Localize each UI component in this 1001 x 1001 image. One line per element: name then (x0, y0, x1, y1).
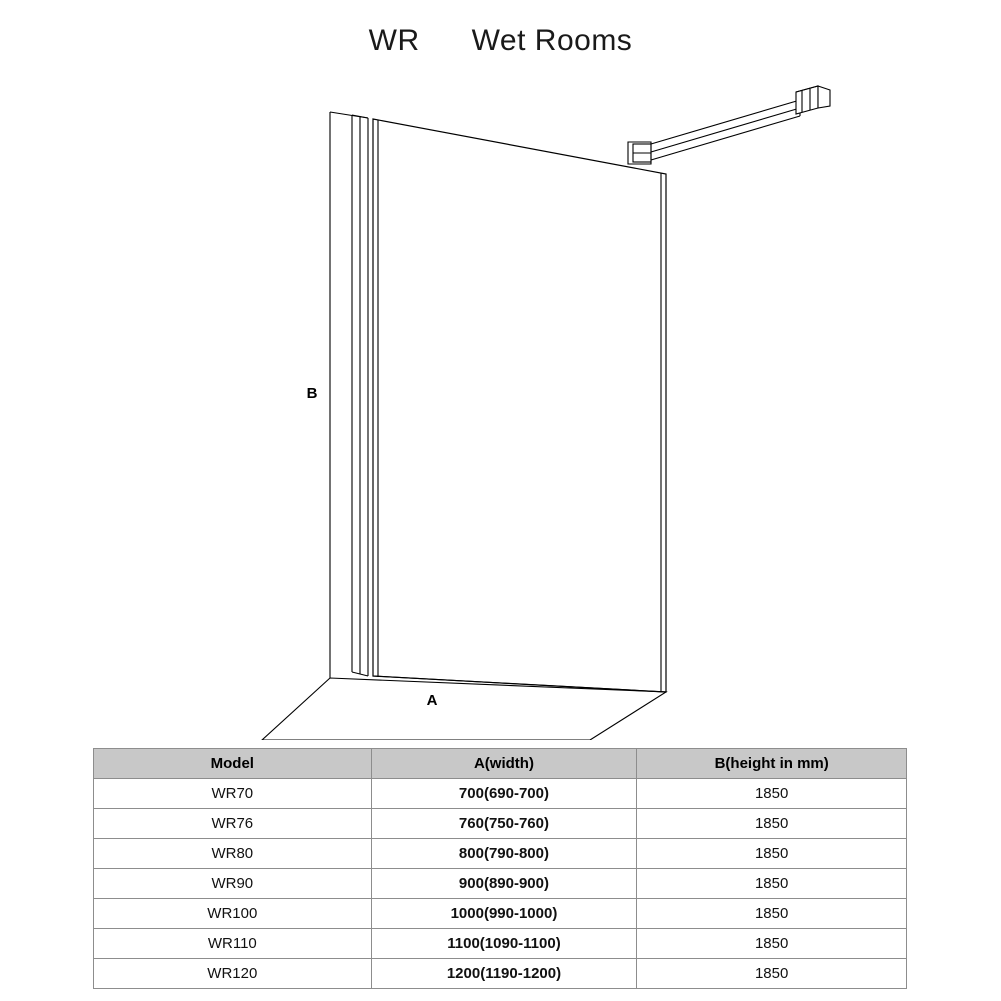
cell-model: WR110 (94, 929, 372, 959)
specification-table (93, 748, 907, 989)
cell-width: 900(890-900) (371, 869, 637, 899)
cell-width: 760(750-760) (371, 809, 637, 839)
cell-height: 1850 (637, 809, 907, 839)
table-row (94, 959, 907, 989)
cell-height: 1850 (637, 899, 907, 929)
cell-height: 1850 (637, 839, 907, 869)
table-row (94, 899, 907, 929)
dimension-label-a: A (426, 692, 438, 709)
cell-height: 1850 (637, 929, 907, 959)
cell-model: WR76 (94, 809, 372, 839)
table-row (94, 929, 907, 959)
cell-width: 1000(990-1000) (371, 899, 637, 929)
table-row (94, 809, 907, 839)
column-header-height: B(height in mm) (637, 749, 907, 779)
table-row (94, 839, 907, 869)
cell-model: WR90 (94, 869, 372, 899)
column-header-model: Model (94, 749, 372, 779)
page-title (0, 24, 1001, 58)
table-row (94, 869, 907, 899)
cell-height: 1850 (637, 959, 907, 989)
product-line-drawing (0, 80, 1001, 740)
product-code: WR (368, 24, 420, 57)
cell-width: 700(690-700) (371, 779, 637, 809)
product-name: Wet Rooms (471, 24, 633, 57)
cell-width: 800(790-800) (371, 839, 637, 869)
cell-model: WR70 (94, 779, 372, 809)
table-header-row (94, 749, 907, 779)
cell-model: WR100 (94, 899, 372, 929)
cell-height: 1850 (637, 779, 907, 809)
cell-width: 1200(1190-1200) (371, 959, 637, 989)
cell-height: 1850 (637, 869, 907, 899)
dimension-label-b: B (306, 385, 318, 402)
cell-model: WR80 (94, 839, 372, 869)
cell-model: WR120 (94, 959, 372, 989)
cell-width: 1100(1090-1100) (371, 929, 637, 959)
column-header-width: A(width) (371, 749, 637, 779)
table-row (94, 779, 907, 809)
